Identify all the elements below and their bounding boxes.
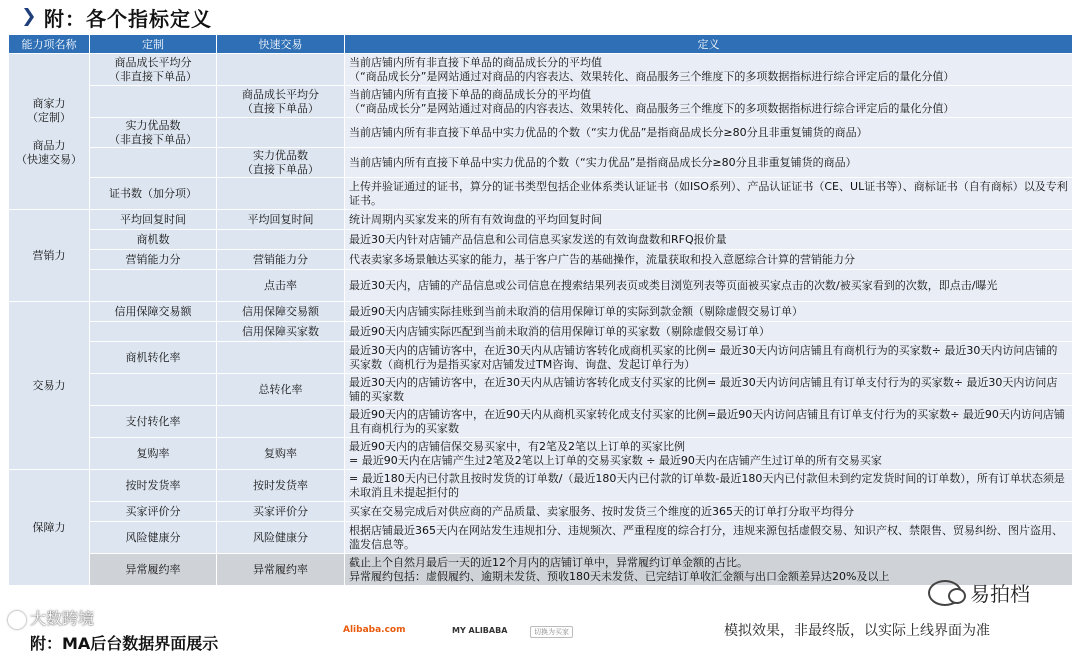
custom-cell: 按时发货率 — [90, 470, 217, 502]
definition-cell: 当前店铺内所有直接下单品的商品成长分的平均值 （“商品成长分”是网站通过对商品的内容表达、效果转化、商品服务三个维度下的多项数据指标进行综合评定后的量化分值） — [345, 86, 1073, 118]
table-row — [9, 322, 1073, 342]
quick-cell: 实力优品数 （直接下单品） — [217, 148, 345, 178]
table-row — [9, 250, 1073, 270]
switch-buyer-tag: 切换为买家 — [530, 626, 573, 638]
table-row — [9, 438, 1073, 470]
watermark-logo-icon — [8, 611, 26, 629]
watermark-left — [8, 606, 94, 629]
custom-cell: 信用保障交易额 — [90, 302, 217, 322]
definition-cell: 当前店铺内所有直接下单品中实力优品的个数（“实力优品”是指商品成长分≥80分且非重复铺货的商品） — [345, 148, 1073, 178]
definition-cell: 当前店铺内所有非直接下单品的商品成长分的平均值 （“商品成长分”是网站通过对商品的内容表达、效果转化、商品服务三个维度下的多项数据指标进行综合评定后的量化分值） — [345, 54, 1073, 86]
custom-cell: 复购率 — [90, 438, 217, 470]
header-custom: 定制 — [90, 35, 217, 54]
quick-cell: 复购率 — [217, 438, 345, 470]
quick-cell — [217, 342, 345, 374]
table-row — [9, 230, 1073, 250]
quick-cell: 信用保障买家数 — [217, 322, 345, 342]
table-row — [9, 118, 1073, 148]
quick-cell: 平均回复时间 — [217, 210, 345, 230]
definition-cell: 最近30天内的店铺访客中，在近30天内从店铺访客转化成支付买家的比例= 最近30天内访问店铺且有订单支付行为的买家数÷ 最近30天内访问店铺的买家数 — [345, 374, 1073, 406]
custom-cell: 证书数（加分项） — [90, 178, 217, 210]
custom-cell: 买家评价分 — [90, 502, 217, 522]
header-quick-trade: 快速交易 — [217, 35, 345, 54]
table-row — [9, 270, 1073, 302]
definition-cell: 当前店铺内所有非直接下单品中实力优品的个数（“实力优品”是指商品成长分≥80分且非重复铺货的商品） — [345, 118, 1073, 148]
custom-cell: 异常履约率 — [90, 554, 217, 586]
page-title-bar — [0, 0, 1080, 34]
definition-cell: 最近90天内店铺实际挂账到当前未取消的信用保障订单的实际到款金额（剔除虚假交易订单） — [345, 302, 1073, 322]
quick-cell: 信用保障交易额 — [217, 302, 345, 322]
custom-cell — [90, 322, 217, 342]
header-definition: 定义 — [345, 35, 1073, 54]
custom-cell: 风险健康分 — [90, 522, 217, 554]
custom-cell: 营销能力分 — [90, 250, 217, 270]
table-row — [9, 178, 1073, 210]
quick-cell: 商品成长平均分 （直接下单品） — [217, 86, 345, 118]
definition-cell: 最近90天内的店铺访客中，在近90天内从商机买家转化成支付买家的比例=最近90天内访问店铺且有订单支付行为的买家数÷ 最近90天内访问店铺且有商机行为的买家数 — [345, 406, 1073, 438]
custom-cell: 支付转化率 — [90, 406, 217, 438]
watermark-right — [928, 578, 1030, 607]
definition-cell: 上传并验证通过的证书，算分的证书类型包括企业体系类认证证书（如ISO系列）、产品认证证书（CE、UL证书等）、商标证书（自有商标）以及专利证书。 — [345, 178, 1073, 210]
table-row — [9, 522, 1073, 554]
next-section-title: 附：MA后台数据界面展示 — [30, 634, 219, 653]
table-row — [9, 302, 1073, 322]
table-row — [9, 342, 1073, 374]
indicator-definition-table — [8, 34, 1073, 586]
group-merchant: 商家力 （定制） 商品力 （快速交易） — [9, 54, 90, 210]
watermark-right-text: 易拍档 — [970, 582, 1030, 606]
quick-cell: 买家评价分 — [217, 502, 345, 522]
custom-cell: 实力优品数 （非直接下单品） — [90, 118, 217, 148]
definition-cell: 买家在交易完成后对供应商的产品质量、卖家服务、按时发货三个维度的近365天的订单打分取平均得分 — [345, 502, 1073, 522]
custom-cell — [90, 374, 217, 406]
quick-cell: 点击率 — [217, 270, 345, 302]
table-row — [9, 210, 1073, 230]
definition-cell: = 最近180天内已付款且按时发货的订单数/（最近180天内已付款的订单数-最近180天内已付款但未到约定发货时间的订单数），所有订单状态须是未取消且未提起拒付的 — [345, 470, 1073, 502]
quick-cell: 风险健康分 — [217, 522, 345, 554]
quick-cell: 营销能力分 — [217, 250, 345, 270]
group-marketing: 营销力 — [9, 210, 90, 302]
header-capability: 能力项名称 — [9, 35, 90, 54]
custom-cell — [90, 270, 217, 302]
alibaba-logo: Alibaba.com — [343, 625, 406, 635]
definition-cell: 截止上个自然月最后一天的近12个月内的店铺订单中，异常履约订单金额的占比。 异常履约包括：虚假履约、逾期未发货、预收180天未发货、已完结订单收汇金额与出口金额差异达20%及以上 — [345, 554, 1073, 586]
table-row — [9, 374, 1073, 406]
custom-cell: 商机数 — [90, 230, 217, 250]
definition-cell: 统计周期内买家发来的所有有效询盘的平均回复时间 — [345, 210, 1073, 230]
quick-cell — [217, 178, 345, 210]
watermark-left-text: 大数跨境 — [30, 609, 95, 628]
quick-cell — [217, 406, 345, 438]
definition-cell: 代表卖家多场景触达买家的能力，基于客户广告的基础操作，流量获取和投入意愿综合计算的营销能力分 — [345, 250, 1073, 270]
quick-cell: 按时发货率 — [217, 470, 345, 502]
group-trade: 交易力 — [9, 302, 90, 470]
quick-cell — [217, 54, 345, 86]
definition-cell: 最近90天内店铺实际匹配到当前未取消的信用保障订单的买家数（剔除虚假交易订单） — [345, 322, 1073, 342]
table-row — [9, 86, 1073, 118]
quick-cell: 异常履约率 — [217, 554, 345, 586]
custom-cell — [90, 86, 217, 118]
custom-cell: 商机转化率 — [90, 342, 217, 374]
custom-cell — [90, 148, 217, 178]
table-row — [9, 406, 1073, 438]
wechat-icon — [928, 580, 962, 606]
definition-cell: 根据店铺最近365天内在网站发生违规扣分、违规频次、严重程度的综合打分，违规来源包括虚假交易、知识产权、禁限售、贸易纠纷、图片盗用、滥发信息等。 — [345, 522, 1073, 554]
custom-cell: 商品成长平均分 （非直接下单品） — [90, 54, 217, 86]
definition-cell: 最近30天内针对店铺产品信息和公司信息买家发送的有效询盘数和RFQ报价量 — [345, 230, 1073, 250]
page-title: 附：各个指标定义 — [44, 6, 212, 31]
table-header-row — [9, 35, 1073, 54]
table-row — [9, 470, 1073, 502]
definition-cell: 最近30天内，店铺的产品信息或公司信息在搜索结果列表页或类目浏览列表等页面被买家点击的次数/被买家看到的次数，即点击/曝光 — [345, 270, 1073, 302]
quick-cell — [217, 118, 345, 148]
group-guarantee: 保障力 — [9, 470, 90, 586]
table-row — [9, 502, 1073, 522]
custom-cell: 平均回复时间 — [90, 210, 217, 230]
table-row — [9, 148, 1073, 178]
quick-cell: 总转化率 — [217, 374, 345, 406]
quick-cell — [217, 230, 345, 250]
definition-cell: 最近90天内的店铺信保交易买家中，有2笔及2笔以上订单的买家比例 = 最近90天内在店铺产生过2笔及2笔以上订单的交易买家数 ÷ 最近90天内在店铺产生过订单的所有交易买家 — [345, 438, 1073, 470]
chevron-right-icon — [24, 8, 34, 26]
table-row — [9, 54, 1073, 86]
definition-cell: 最近30天内的店铺访客中，在近30天内从店铺访客转化成商机买家的比例= 最近30天内访问店铺且有商机行为的买家数÷ 最近30天内访问店铺的买家数（商机行为是指买家对店铺发过TM咨询、询盘、发起订单行为） — [345, 342, 1073, 374]
simulation-notice: 模拟效果，非最终版，以实际上线界面为准 — [724, 623, 990, 639]
my-alibaba-logo: MY ALIBABA — [452, 626, 508, 635]
table-row — [9, 554, 1073, 586]
